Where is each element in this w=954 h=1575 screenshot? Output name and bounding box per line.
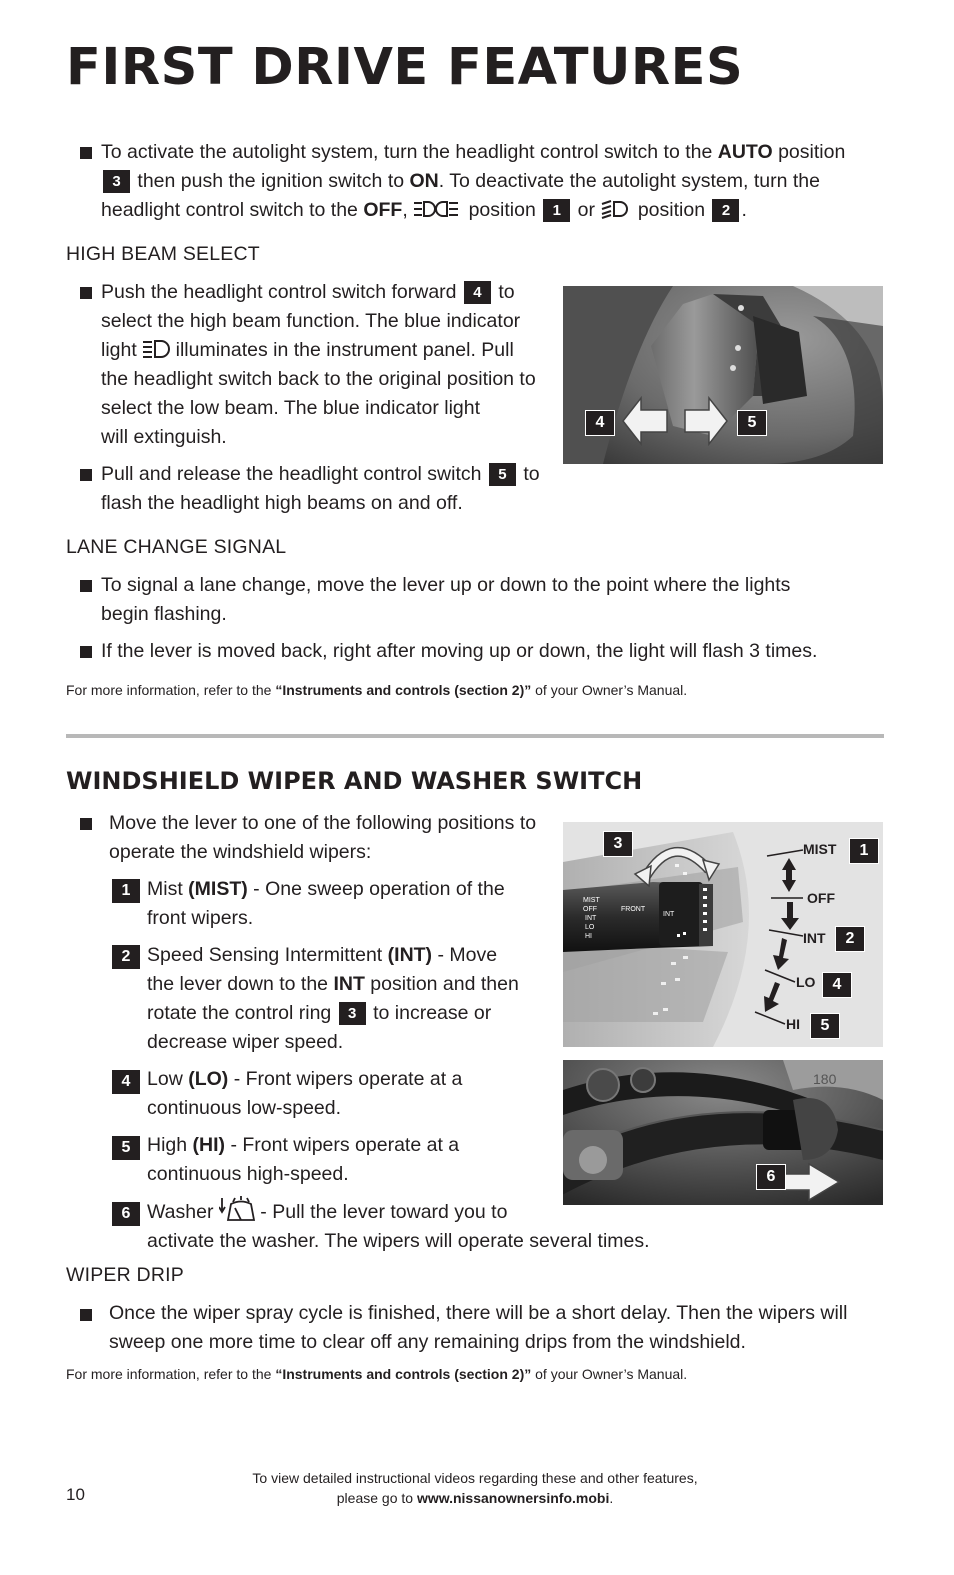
photo-label-5: 5: [737, 410, 767, 436]
stalk-label-ring-int: INT: [663, 911, 675, 918]
position-number-3: 3: [103, 170, 130, 193]
bullet: [80, 818, 92, 830]
diagram-label-hi: HI: [786, 1016, 800, 1032]
bullet: [80, 646, 92, 658]
wiper-item-int: Speed Sensing Intermittent (INT) - Move the lever down to the INT position and then rotate the control ring 3 to increase or decrease wiper speed.: [147, 944, 519, 1053]
parking-light-icon: [413, 199, 463, 219]
wiper-item-number-5: 5: [112, 1136, 140, 1160]
diagram-label-off: OFF: [807, 890, 835, 906]
high-beam-indicator-icon: [142, 339, 170, 359]
reference-note-1: For more information, refer to the “Instruments and controls (section 2)” of your Owner’s Manual.: [66, 682, 688, 698]
washer-icon: [219, 1196, 255, 1222]
wiper-drip-paragraph: Once the wiper spray cycle is finished, there will be a short delay. Then the wipers will sweep one more time to clear off any remaining drips from the windshield.: [109, 1302, 848, 1353]
position-number-5: 5: [489, 463, 516, 486]
page-title: FIRST DRIVE FEATURES: [66, 38, 744, 97]
wiper-switch-diagram: [563, 822, 883, 1047]
page-number: 10: [66, 1485, 85, 1504]
diagram-number-4: 4: [822, 972, 852, 998]
photo-label-4: 4: [585, 410, 615, 436]
wiper-item-number-1: 1: [112, 879, 140, 903]
wiper-item-hi: High (HI) - Front wipers operate at a continuous high-speed.: [147, 1134, 460, 1185]
washer-photo: [563, 1060, 883, 1205]
wiper-item-number-2: 2: [112, 945, 140, 969]
stalk-label-int: INT: [585, 915, 597, 922]
diagram-number-3: 3: [603, 831, 633, 857]
wiper-item-washer: Washer - Pull the lever toward you to activate the washer. The wipers will operate several times.: [147, 1196, 707, 1256]
autolight-paragraph: To activate the autolight system, turn the headlight control switch to the AUTO position 3 then push the ignition switch to ON. To deactivate the autolight system, turn the headlight control switch to the OFF, position 1 or position 2 .: [101, 141, 846, 221]
diagram-number-5: 5: [810, 1013, 840, 1039]
headlight-switch-illustration: [563, 286, 883, 464]
wiper-item-lo: Low (LO) - Front wipers operate at a continuous low-speed.: [147, 1068, 463, 1119]
diagram-label-int: INT: [803, 930, 826, 946]
section-heading-lane-change: LANE CHANGE SIGNAL: [66, 536, 287, 558]
position-number-4: 4: [464, 281, 491, 304]
diagram-label-mist: MIST: [803, 841, 837, 857]
diagram-number-1: 1: [849, 838, 879, 864]
diagram-number-2: 2: [835, 926, 865, 952]
section-divider: [66, 734, 884, 738]
bullet: [80, 287, 92, 299]
bullet: [80, 580, 92, 592]
section-heading-high-beam: HIGH BEAM SELECT: [66, 243, 260, 265]
wiper-item-number-6: 6: [112, 1202, 140, 1226]
bullet: [80, 1309, 92, 1321]
position-number-1: 1: [543, 199, 570, 222]
stalk-label-hi: HI: [585, 933, 592, 940]
footer-note: To view detailed instructional videos regarding these and other features, please go to www.nissanownersinfo.mobi.: [252, 1470, 698, 1506]
headlight-switch-photo: [563, 286, 883, 464]
wiper-intro: Move the lever to one of the following positions to operate the windshield wipers:: [109, 812, 537, 863]
lane-change-paragraph-2: If the lever is moved back, right after moving up or down, the light will flash 3 times.: [101, 640, 818, 662]
position-number-3: 3: [339, 1002, 366, 1025]
high-beam-paragraph: Push the headlight control switch forward 4 to select the high beam function. The blue indicator light illuminates in the instrument panel. Pull the headlight switch back to the original position to select the low beam. The blue indicator light will extinguish.: [101, 281, 536, 448]
gauge-number: 180: [813, 1071, 837, 1087]
stalk-label-off: OFF: [583, 906, 597, 913]
section-heading-wiper: WINDSHIELD WIPER AND WASHER SWITCH: [66, 767, 643, 795]
flash-paragraph: Pull and release the headlight control switch 5 to flash the headlight high beams on and off.: [101, 463, 540, 514]
section-heading-wiper-drip: WIPER DRIP: [66, 1264, 184, 1286]
diagram-label-lo: LO: [796, 974, 816, 990]
wiper-item-mist: Mist (MIST) - One sweep operation of the front wipers.: [147, 878, 505, 929]
steering-wheel-illustration: [563, 1060, 883, 1205]
stalk-label-front: FRONT: [621, 906, 646, 913]
bullet: [80, 469, 92, 481]
bullet: [80, 147, 92, 159]
headlight-icon: [600, 199, 632, 219]
stalk-label-mist: MIST: [583, 897, 600, 904]
reference-note-2: For more information, refer to the “Instruments and controls (section 2)” of your Owner’s Manual.: [66, 1366, 688, 1382]
stalk-label-lo: LO: [585, 924, 595, 931]
photo-label-6: 6: [756, 1164, 786, 1190]
footer-url-link[interactable]: www.nissanownersinfo.mobi: [416, 1490, 610, 1506]
lane-change-paragraph-1: To signal a lane change, move the lever up or down to the point where the lights begin flashing.: [101, 574, 791, 625]
position-number-2: 2: [712, 199, 739, 222]
wiper-item-number-4: 4: [112, 1070, 140, 1094]
